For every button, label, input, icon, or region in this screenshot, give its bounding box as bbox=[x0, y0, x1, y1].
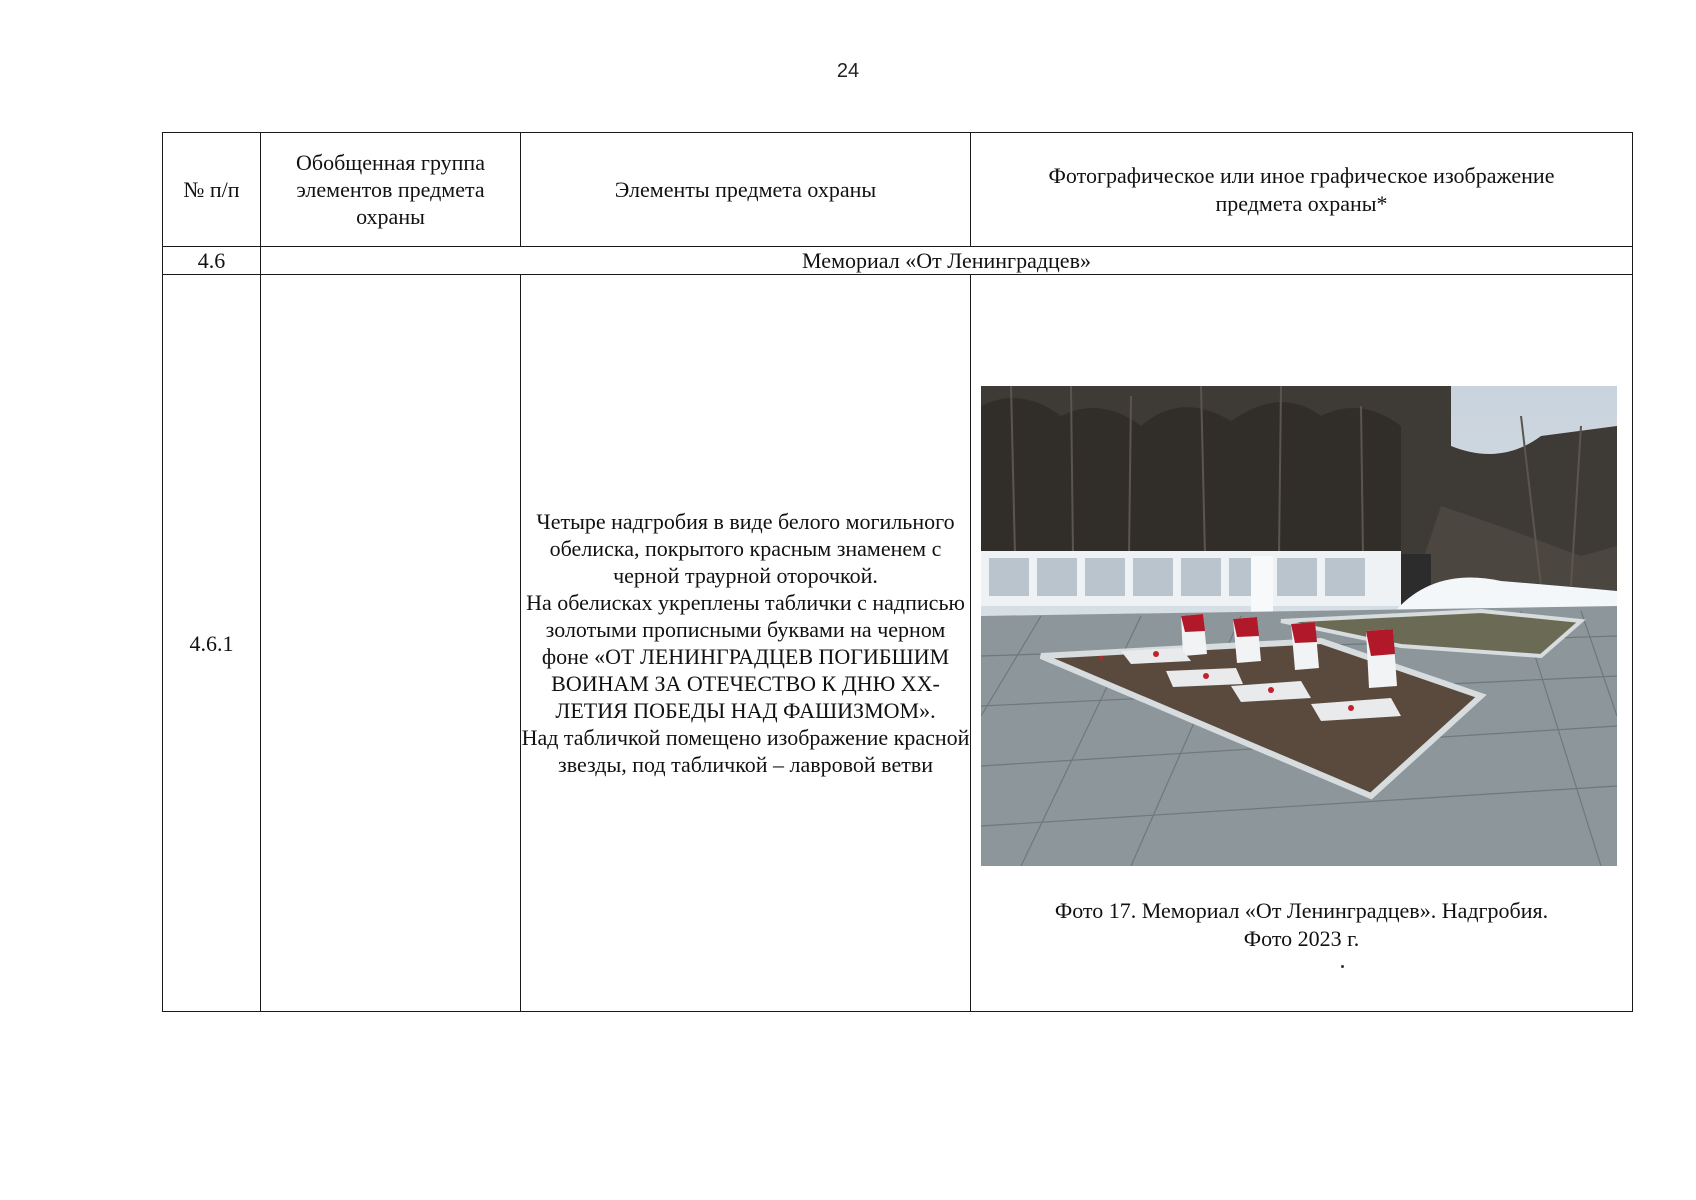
elements-paragraph-1: Четыре надгробия в виде белого могильного обелиска, покрытого красным знаменем с черной траурной оторочкой. bbox=[536, 508, 955, 588]
header-elements: Элементы предмета охраны bbox=[521, 133, 971, 247]
header-number: № п/п bbox=[163, 133, 261, 247]
page-number: 24 bbox=[836, 60, 860, 82]
header-photo: Фотографическое или иное графическое изображение предмета охраны* bbox=[971, 133, 1633, 247]
header-row bbox=[163, 133, 1633, 247]
photo-caption-line-2: Фото 2023 г. bbox=[1243, 926, 1360, 952]
elements-paragraph-3: Над табличкой помещено изображение красной звезды, под табличкой – лавровой ветви bbox=[521, 725, 970, 778]
section-number: 4.6 bbox=[163, 247, 261, 275]
item-row bbox=[163, 275, 1633, 1012]
section-row bbox=[163, 247, 1633, 275]
item-group bbox=[261, 275, 521, 1012]
photo-caption-line-1: Фото 17. Мемориал «От Ленинградцев». Надгробия. bbox=[1054, 898, 1549, 924]
item-photo-cell bbox=[971, 275, 1633, 1012]
section-title: Мемориал «От Ленинградцев» bbox=[261, 247, 1633, 275]
elements-paragraph-2: На обелисках укреплены таблички с надписью золотыми прописными буквами на черном фоне «ОТ ЛЕНИНГРАДЦЕВ ПОГИБШИМ ВОИНАМ ЗА ОТЕЧЕСТВО К ДНЮ XX-ЛЕТИЯ ПОБЕДЫ НАД ФАШИЗМОМ». bbox=[526, 589, 965, 724]
header-group: Обобщенная группа элементов предмета охраны bbox=[261, 133, 521, 247]
protection-table bbox=[162, 132, 1633, 1012]
memorial-photo bbox=[981, 386, 1617, 866]
memorial-photo-image bbox=[981, 386, 1617, 866]
item-number: 4.6.1 bbox=[163, 275, 261, 1012]
photo-caption bbox=[971, 897, 1632, 953]
scan-dot bbox=[1341, 965, 1344, 968]
item-elements bbox=[521, 275, 971, 1012]
